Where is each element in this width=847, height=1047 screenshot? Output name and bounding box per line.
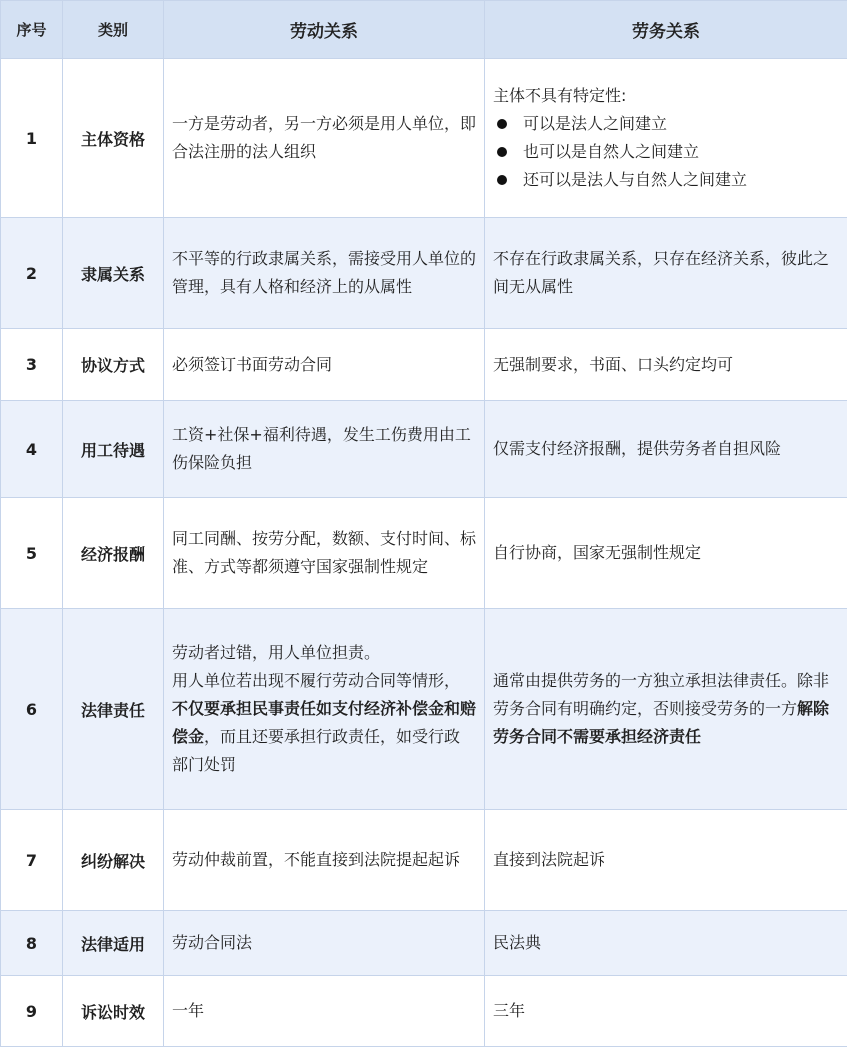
- labor-cell: 劳动仲裁前置，不能直接到法院提起起诉: [164, 810, 485, 911]
- row-index: 6: [1, 609, 63, 810]
- service-cell: 无强制要求，书面、口头约定均可: [485, 329, 847, 401]
- row-category: 用工待遇: [63, 401, 164, 498]
- header-index: 序号: [1, 1, 63, 59]
- row-index: 5: [1, 498, 63, 609]
- bullet-text: 可以是法人之间建立: [523, 114, 667, 133]
- row-category: 协议方式: [63, 329, 164, 401]
- service-cell: [485, 59, 847, 218]
- bullet-dot-icon: [497, 119, 507, 129]
- row-category: 法律适用: [63, 911, 164, 976]
- row-category: 诉讼时效: [63, 976, 164, 1047]
- bullet-item: [493, 166, 839, 194]
- labor-cell: 劳动合同法: [164, 911, 485, 976]
- table-row: [1, 401, 847, 498]
- header-category: 类别: [63, 1, 164, 59]
- table-row: [1, 498, 847, 609]
- table-header: [1, 1, 847, 59]
- labor-text-part-1: 用人单位若出现不履行劳动合同等情形，: [172, 671, 460, 690]
- service-cell: [485, 609, 847, 810]
- row-category: 法律责任: [63, 609, 164, 810]
- row-index: 4: [1, 401, 63, 498]
- labor-bold-text: 不仅要承担民事责任如支付经济补偿金和赔偿金: [172, 699, 476, 746]
- row-index: 7: [1, 810, 63, 911]
- table-row: [1, 810, 847, 911]
- labor-cell: 一方是劳动者，另一方必须是用人单位，即合法注册的法人组织: [164, 59, 485, 218]
- table-row: [1, 218, 847, 329]
- labor-text-part-2: ，而且还要承担行政责任，如受行政部门处罚: [172, 727, 460, 774]
- row-category: 经济报酬: [63, 498, 164, 609]
- table-row: [1, 976, 847, 1047]
- service-bold-text: 解除劳务合同不需要承担经济责任: [493, 699, 829, 746]
- row-index: 3: [1, 329, 63, 401]
- labor-line-1: 劳动者过错，用人单位担责。: [172, 639, 476, 667]
- row-category: 隶属关系: [63, 218, 164, 329]
- header-row: [1, 1, 847, 59]
- labor-cell: 不平等的行政隶属关系，需接受用人单位的管理，具有人格和经济上的从属性: [164, 218, 485, 329]
- service-cell: 仅需支付经济报酬，提供劳务者自担风险: [485, 401, 847, 498]
- bullet-dot-icon: [497, 175, 507, 185]
- service-cell: 自行协商，国家无强制性规定: [485, 498, 847, 609]
- row-index: 1: [1, 59, 63, 218]
- table-row: [1, 911, 847, 976]
- table-row: [1, 609, 847, 810]
- row-category: 主体资格: [63, 59, 164, 218]
- service-cell: 三年: [485, 976, 847, 1047]
- labor-cell: [164, 609, 485, 810]
- table-row: [1, 329, 847, 401]
- table-row: [1, 59, 847, 218]
- bullet-item: [493, 110, 839, 138]
- service-intro: 主体不具有特定性:: [493, 82, 839, 110]
- bullet-text: 也可以是自然人之间建立: [523, 142, 699, 161]
- labor-cell: 一年: [164, 976, 485, 1047]
- table-body: [1, 59, 847, 1047]
- service-cell: 不存在行政隶属关系，只存在经济关系，彼此之间无从属性: [485, 218, 847, 329]
- row-index: 8: [1, 911, 63, 976]
- labor-cell: 工资+社保+福利待遇，发生工伤费用由工伤保险负担: [164, 401, 485, 498]
- labor-line-2: [172, 667, 476, 779]
- service-text-part-1: 通常由提供劳务的一方独立承担法律责任。除非劳务合同有明确约定，否则接受劳务的一方: [493, 671, 829, 718]
- row-index: 2: [1, 218, 63, 329]
- bullet-dot-icon: [497, 147, 507, 157]
- service-bullet-list: [493, 110, 839, 194]
- header-labor-relation: 劳动关系: [164, 1, 485, 59]
- labor-cell: 同工同酬、按劳分配，数额、支付时间、标准、方式等都须遵守国家强制性规定: [164, 498, 485, 609]
- header-service-relation: 劳务关系: [485, 1, 847, 59]
- row-category: 纠纷解决: [63, 810, 164, 911]
- labor-cell: 必须签订书面劳动合同: [164, 329, 485, 401]
- row-index: 9: [1, 976, 63, 1047]
- service-cell: 民法典: [485, 911, 847, 976]
- service-cell: 直接到法院起诉: [485, 810, 847, 911]
- bullet-text: 还可以是法人与自然人之间建立: [523, 170, 747, 189]
- bullet-item: [493, 138, 839, 166]
